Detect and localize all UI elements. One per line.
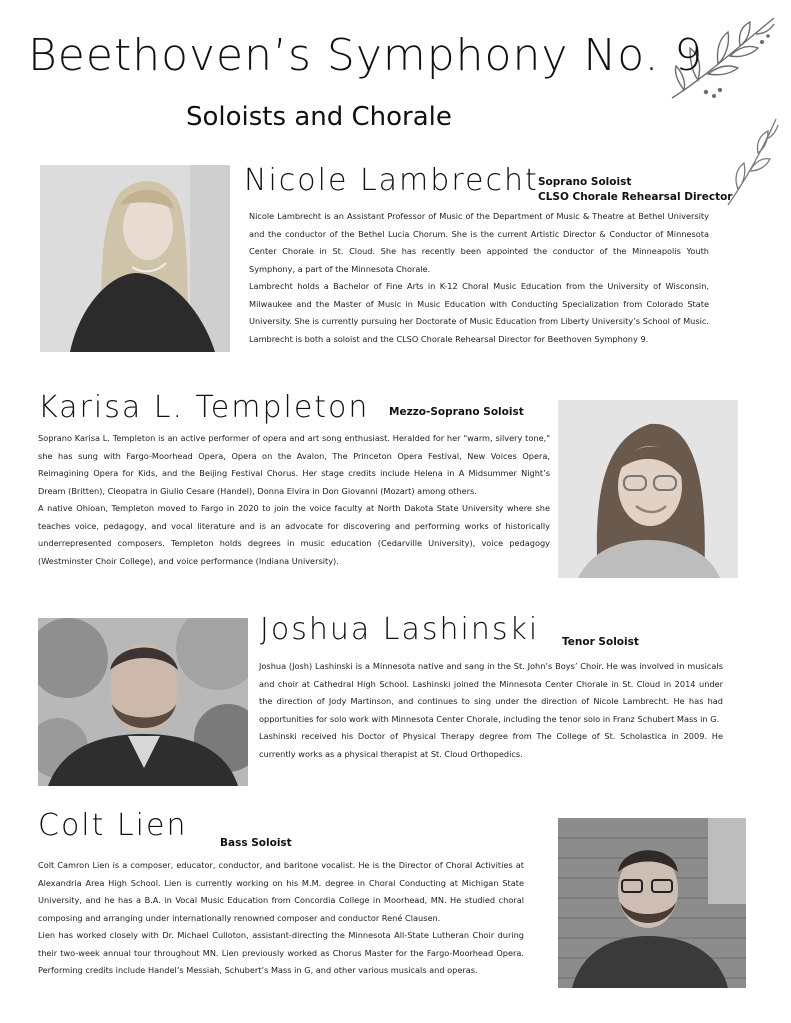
page-subtitle: Soloists and Chorale <box>186 102 452 132</box>
soloist-photo-colt-lien <box>558 818 746 988</box>
soloist-name: Joshua Lashinski <box>260 612 540 647</box>
soloist-bio <box>249 208 709 348</box>
bio-paragraph: A native Ohioan, Templeton moved to Fargo in 2020 to join the voice faculty at North Dakota State University where she teaches voice, pedagogy, and vocal literature and is an advocate for discovering and performing works of historically underrepresented composers. Templeton holds degrees in music education (Cedarville University), voice pedagogy (Westminster Choir College), and voice performance (Indiana University). <box>38 503 550 566</box>
bio-paragraph: Colt Camron Lien is a composer, educator, conductor, and baritone vocalist. He is the Director of Choral Activities at Alexandria Area High School. Lien is currently working on his M.M. degree in Choral Conducting at Michigan State University, and he has a B.A. in Vocal Music Education from Concordia College in Moorhead, MN. He studied choral composing and arranging under internationally renowned composer and conductor René Clausen. <box>38 860 524 923</box>
soloist-role: Bass Soloist <box>220 837 292 849</box>
page-title: Beethoven’s Symphony No. 9 <box>28 30 704 81</box>
bio-paragraph: Lambrecht holds a Bachelor of Fine Arts in K-12 Choral Music Education from the University of Wisconsin, Milwaukee and the Master of Music in Music Education with Conducting Specialization from Colorado State University. She is currently pursuing her Doctorate of Music Education from Liberty University’s School of Music. Lambrecht is both a soloist and the CLSO Chorale Rehearsal Director for Beethoven Symphony 9. <box>249 281 709 344</box>
soloist-role: Mezzo-Soprano Soloist <box>389 406 524 418</box>
soloist-role: Soprano Soloist <box>538 176 632 188</box>
soloist-photo-karisa-templeton <box>558 400 738 578</box>
soloist-bio <box>38 430 550 570</box>
soloist-name: Colt Lien <box>38 808 188 843</box>
bio-paragraph: Soprano Karisa L. Templeton is an active performer of opera and art song enthusiast. Heralded for her "warm, silvery tone," she has sung with Fargo-Moorhead Opera, Opera on the Avalon, The Princeton Opera Festival, New Voices Opera, Reimagining Opera for Kids, and the Beijing Festival Chorus. Her stage credits include Helena in A Midsummer Night’s Dream (Britten), Cleopatra in Giulio Cesare (Handel), Donna Elvira in Don Giovanni (Mozart) among others. <box>38 433 550 496</box>
soloist-bio <box>259 658 723 763</box>
bio-paragraph: Nicole Lambrecht is an Assistant Professor of Music of the Department of Music & Theatre at Bethel University and the conductor of the Bethel Lucia Chorum. She is the current Artistic Director & Conductor of Minnesota Center Chorale in St. Cloud. She has recently been appointed the conductor of the Minneapolis Youth Symphony, a part of the Minnesota Chorale. <box>249 211 709 274</box>
soloist-photo-nicole-lambrecht <box>40 165 230 352</box>
soloist-name: Nicole Lambrecht <box>244 163 539 198</box>
bio-paragraph: Joshua (Josh) Lashinski is a Minnesota native and sang in the St. John’s Boys’ Choir. He was involved in musicals and choir at Cathedral High School. Lashinski joined the Minnesota Center Chorale in St. Cloud in 2014 under the direction of Jody Martinson, and continues to sing under the direction of Nicole Lambrecht. He has had opportunities for solo work with Minnesota Center Chorale, including the tenor solo in Franz Schubert Mass in G. <box>259 661 723 724</box>
soloist-role: CLSO Chorale Rehearsal Director <box>538 191 733 203</box>
soloist-name: Karisa L. Templeton <box>38 390 370 425</box>
soloist-role: Tenor Soloist <box>562 636 639 648</box>
soloist-photo-joshua-lashinski <box>38 618 248 786</box>
bio-paragraph: Lien has worked closely with Dr. Michael Culloton, assistant-directing the Minnesota All-State Lutheran Choir during their two-week annual tour throughout MN. Lien previously worked as Chorus Master for the Fargo-Moorhead Opera. Performing credits include Handel’s Messiah, Schubert’s Mass in G, and other various musicals and operas. <box>38 930 524 975</box>
bio-paragraph: Lashinski received his Doctor of Physical Therapy degree from The College of St. Scholastica in 2009. He currently works as a physical therapist at St. Cloud Orthopedics. <box>259 731 723 759</box>
soloist-bio <box>38 857 524 980</box>
